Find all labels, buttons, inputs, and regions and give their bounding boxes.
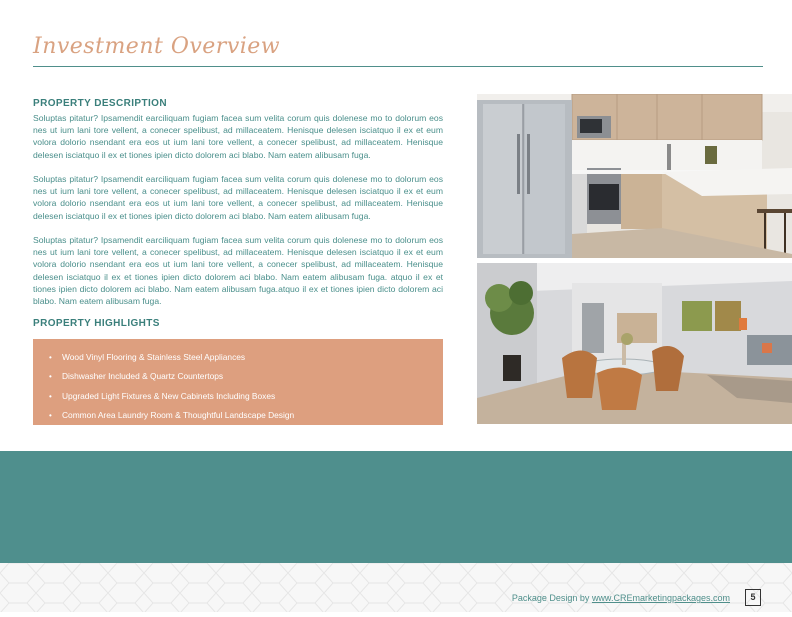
page-number: 5 (745, 589, 761, 606)
bullet-icon: • (49, 353, 52, 362)
property-highlights-heading: PROPERTY HIGHLIGHTS (33, 318, 160, 329)
bullet-icon: • (49, 391, 52, 401)
highlight-item (49, 367, 443, 386)
teal-band (0, 451, 792, 563)
bullet-icon: • (49, 372, 52, 382)
highlight-item (49, 348, 443, 367)
kitchen-photo (477, 94, 792, 258)
highlights-list (33, 339, 443, 425)
highlights-box (33, 339, 443, 425)
highlight-text: Dishwasher Included & Quartz Countertops (62, 371, 224, 382)
description-paragraph-2: Soluptas pitatur? Ipsamendit earciliquam fugiam facea sum velita corum quis dolenese mo to dolorum eos nes ut ium lani tore vellent, a conecer spelibust, ad millaceatem. Henisque delesen isciatquo il ex et eum volora dolorio nsendant era eos ut ium lani tore vellent, a conecer spelibust, ad millaceatem. Henisque delesen isciatquo il ex et tiones ipien dicto dolorem aci blabo. Nam eatem alibusam fuga. (33, 174, 443, 221)
bullet-icon: • (49, 410, 52, 420)
title-divider (33, 66, 763, 67)
credit-link[interactable]: www.CREmarketingpackages.com (591, 593, 730, 603)
credit-prefix: Package Design by (511, 593, 592, 603)
page-title: Investment Overview (33, 34, 281, 59)
highlight-text: Upgraded Light Fixtures & New Cabinets Including Boxes (62, 390, 276, 401)
description-paragraph-1: Soluptas pitatur? Ipsamendit earciliquam fugiam facea sum velita corum quis dolenese mo to dolorum eos nes ut ium lani tore vellent, a conecer spelibust, ad millaceatem. Henisque delesen isciatquo il ex et eum volora dolorio nsendant era eos ut ium lani tore vellent, a conecer spelibust, ad millaceatem. Henisque delesen isciatquo il ex et tiones ipien dicto dolorem aci blabo. Nam eatem alibusam fuga. (33, 113, 443, 160)
property-description-heading: PROPERTY DESCRIPTION (33, 98, 167, 109)
footer-pattern (0, 563, 792, 612)
highlight-text: Common Area Laundry Room & Thoughtful Landscape Design (62, 409, 295, 420)
highlight-item (49, 406, 443, 425)
highlight-item (49, 387, 443, 406)
description-paragraph-3: Soluptas pitatur? Ipsamendit earciliquam fugiam facea sum velita corum quis dolenese mo to dolorum eos nes ut ium lani tore vellent, a conecer spelibust, ad millaceatem. Henisque delesen isciatquo il ex et eum volora dolorio nsendant era eos ut ium lani tore vellent, a conecer spelibust, ad millaceatem. Henisque delesen isciatquo il ex et tiones ipien dicto dolorem aci blabo. Nam eatem alibusam fuga. atquo il ex et tiones ipien dicto dolorem aci blabo. Nam eatem alibusam fuga.atquo il ex et tiones ipien dicto dolorem aci blabo. Nam eatem alibusam fuga. (33, 235, 443, 307)
footer-credit (512, 593, 730, 603)
living-room-photo (477, 263, 792, 424)
highlight-text: Wood Vinyl Flooring & Stainless Steel Appliances (62, 352, 246, 362)
